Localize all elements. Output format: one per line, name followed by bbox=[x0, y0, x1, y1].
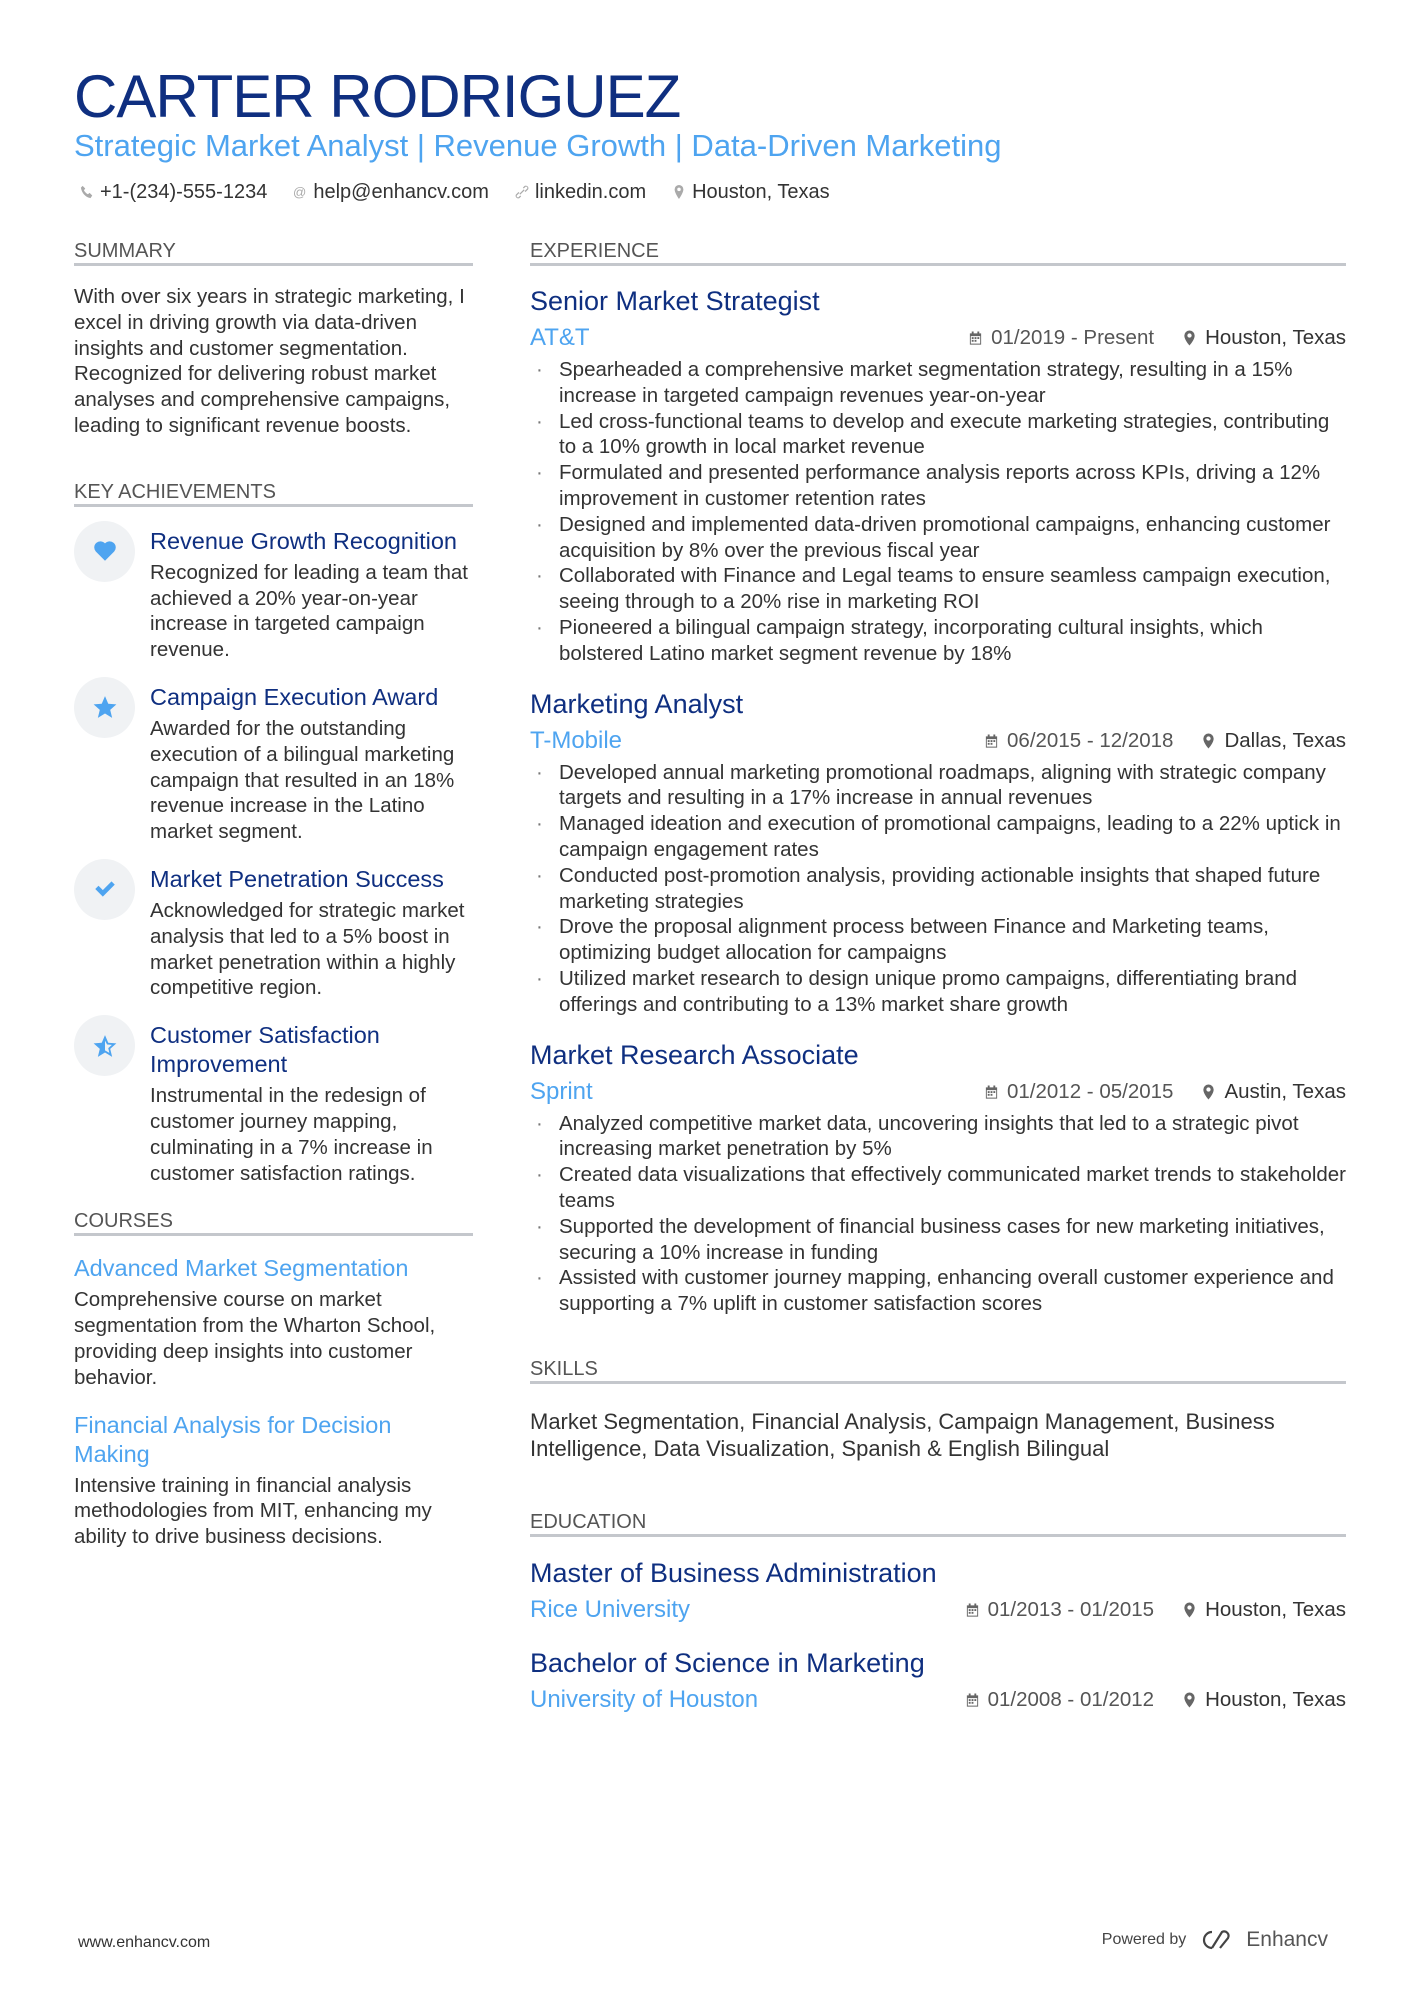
job-bullet: · Created data visualizations that effectively communicated market trends to stakeholder teams bbox=[530, 1162, 1346, 1214]
job-bullet: · Drove the proposal alignment process between Finance and Marketing teams, optimizing budget allocation for campaigns bbox=[530, 914, 1346, 966]
job-bullet: · Managed ideation and execution of promotional campaigns, leading to a 22% uptick in campaign engagement rates bbox=[530, 811, 1346, 863]
calendar-icon bbox=[965, 1602, 980, 1618]
location: Houston, Texas bbox=[692, 181, 830, 203]
job-title: Senior Market Strategist bbox=[530, 286, 820, 316]
course-title: Advanced Market Segmentation bbox=[74, 1255, 409, 1282]
achievement-title: Revenue Growth Recognition bbox=[150, 527, 457, 554]
job-bullet: · Formulated and presented performance analysis reports across KPIs, driving a 12% improvement in customer retention rates bbox=[530, 460, 1346, 512]
courses-heading: COURSES bbox=[74, 1209, 473, 1236]
job-location: Austin, Texas bbox=[1224, 1079, 1346, 1103]
company-name: AT&T bbox=[530, 324, 590, 351]
edu-dates: 01/2013 - 01/2015 bbox=[987, 1597, 1155, 1621]
edu-location: Houston, Texas bbox=[1205, 1687, 1346, 1711]
location-icon bbox=[1182, 1692, 1197, 1708]
course-item bbox=[74, 1411, 473, 1550]
courses-list bbox=[74, 1254, 473, 1550]
brand-name: Enhancv bbox=[1246, 1928, 1328, 1951]
job-title: Marketing Analyst bbox=[530, 688, 744, 719]
contact-bar bbox=[80, 180, 830, 204]
education-entry bbox=[530, 1645, 1346, 1717]
achievement-icon-badge bbox=[74, 677, 135, 738]
job-bullet: · Supported the development of financial business cases for new marketing initiatives, securing a 10% increase in funding bbox=[530, 1214, 1346, 1266]
job-bullet: · Developed annual marketing promotional roadmaps, aligning with strategic company targets and resulting in a 17% increase in annual revenues bbox=[530, 760, 1346, 812]
summary-text: With over six years in strategic marketing, I excel in driving growth via data-driven insights and customer segmentation. Recognized for delivering robust market analyses and comprehensive campaigns, leading to significant revenue boosts. bbox=[74, 285, 465, 437]
job-entry bbox=[530, 1037, 1346, 1317]
location-icon bbox=[1182, 1602, 1197, 1618]
school-name: University of Houston bbox=[530, 1685, 759, 1713]
job-dates: 01/2019 - Present bbox=[991, 326, 1155, 349]
candidate-title: Strategic Market Analyst | Revenue Growth | Data-Driven Marketing bbox=[74, 128, 1002, 163]
footer-powered bbox=[1102, 1928, 1328, 1952]
candidate-name: CARTER RODRIGUEZ bbox=[74, 63, 681, 130]
course-title: Financial Analysis for Decision Making bbox=[74, 1411, 392, 1467]
achievements-heading: KEY ACHIEVEMENTS bbox=[74, 480, 473, 507]
enhancv-logo-icon bbox=[1200, 1929, 1236, 1951]
company-name: Sprint bbox=[530, 1077, 593, 1105]
achievement-item bbox=[74, 1021, 473, 1186]
course-item bbox=[74, 1254, 473, 1390]
powered-by-label: Powered by bbox=[1101, 1931, 1187, 1948]
left-column bbox=[74, 239, 473, 1550]
education-entry bbox=[530, 1555, 1346, 1627]
company-name: T-Mobile bbox=[530, 726, 623, 754]
achievement-item bbox=[74, 683, 473, 845]
achievement-icon-badge bbox=[74, 1015, 135, 1076]
half-star-icon bbox=[92, 1033, 118, 1059]
calendar-icon bbox=[984, 733, 999, 749]
job-bullet: · Utilized market research to design unique promo campaigns, differentiating brand offerings and contributing to a 13% market share growth bbox=[530, 966, 1346, 1018]
job-bullet: · Conducted post-promotion analysis, providing actionable insights that shaped future marketing strategies bbox=[530, 863, 1346, 915]
achievement-desc: Instrumental in the redesign of customer journey mapping, culminating in a 7% increase in customer satisfaction ratings. bbox=[150, 1084, 433, 1185]
link-icon bbox=[515, 185, 529, 199]
achievement-title: Market Penetration Success bbox=[150, 865, 444, 892]
school-name: Rice University bbox=[530, 1595, 691, 1623]
experience-list bbox=[530, 283, 1346, 1317]
footer-website[interactable]: www.enhancv.com bbox=[78, 1934, 211, 1951]
job-bullet: · Led cross-functional teams to develop and execute marketing strategies, contributing to a 10% growth in local market revenue bbox=[530, 409, 1346, 461]
achievement-title: Customer Satisfaction Improvement bbox=[150, 1022, 380, 1078]
education-heading: EDUCATION bbox=[530, 1510, 1346, 1537]
degree: Master of Business Administration bbox=[530, 1557, 937, 1588]
summary-heading: SUMMARY bbox=[74, 239, 473, 266]
check-icon bbox=[92, 876, 118, 902]
skills-text: Market Segmentation, Financial Analysis, Campaign Management, Business Intelligence, Data Visualization, Spanish & English Bilingual bbox=[530, 1408, 1275, 1461]
job-bullet: · Analyzed competitive market data, uncovering insights that led to a strategic pivot increasing market penetration by 5% bbox=[530, 1111, 1346, 1163]
job-bullet: · Assisted with customer journey mapping, enhancing overall customer experience and supporting a 7% uplift in customer satisfaction scores bbox=[530, 1265, 1346, 1317]
svg-text:@: @ bbox=[293, 185, 307, 199]
star-icon bbox=[92, 694, 118, 720]
edu-dates: 01/2008 - 01/2012 bbox=[987, 1687, 1155, 1711]
job-entry bbox=[530, 686, 1346, 1018]
location-icon bbox=[1201, 1084, 1216, 1100]
job-bullet: · Collaborated with Finance and Legal teams to ensure seamless campaign execution, seeing through to a 20% rise in marketing ROI bbox=[530, 563, 1346, 615]
enhancv-logo[interactable] bbox=[1200, 1928, 1328, 1952]
achievement-icon-badge bbox=[74, 859, 135, 920]
job-entry bbox=[530, 283, 1346, 667]
calendar-icon bbox=[968, 330, 983, 346]
achievement-icon-badge bbox=[74, 521, 135, 582]
calendar-icon bbox=[965, 1692, 980, 1708]
job-bullet: · Pioneered a bilingual campaign strategy, incorporating cultural insights, which bolstered Latino market segment revenue by 18% bbox=[530, 615, 1346, 667]
location-icon bbox=[1201, 733, 1216, 749]
achievement-desc: Awarded for the outstanding execution of a bilingual marketing campaign that resulted in an 18% revenue increase in the Latino market segment. bbox=[150, 716, 455, 844]
course-desc: Intensive training in financial analysis methodologies from MIT, enhancing my ability to drive business decisions. bbox=[74, 1473, 432, 1549]
job-location: Dallas, Texas bbox=[1224, 728, 1346, 752]
right-column bbox=[530, 239, 1346, 1717]
job-title: Market Research Associate bbox=[530, 1039, 859, 1070]
location-icon bbox=[1182, 330, 1197, 346]
course-desc: Comprehensive course on market segmentation from the Wharton School, providing deep insights into customer behavior. bbox=[74, 1288, 436, 1389]
job-bullet: · Designed and implemented data-driven promotional campaigns, enhancing customer acquisition by 8% over the previous fiscal year bbox=[530, 512, 1346, 564]
achievement-desc: Recognized for leading a team that achieved a 20% year-on-year increase in targeted campaign revenue. bbox=[150, 560, 468, 662]
location-icon bbox=[672, 185, 686, 199]
phone-icon bbox=[80, 185, 94, 199]
skills-heading: SKILLS bbox=[530, 1357, 1346, 1384]
heart-icon bbox=[92, 538, 118, 564]
job-dates: 01/2012 - 05/2015 bbox=[1007, 1079, 1174, 1103]
calendar-icon bbox=[984, 1084, 999, 1100]
achievement-title: Campaign Execution Award bbox=[150, 683, 439, 710]
education-list bbox=[530, 1555, 1346, 1717]
job-dates: 06/2015 - 12/2018 bbox=[1007, 728, 1174, 752]
degree: Bachelor of Science in Marketing bbox=[530, 1647, 925, 1678]
job-location: Houston, Texas bbox=[1205, 326, 1346, 349]
phone[interactable]: +1-(234)-555-1234 bbox=[100, 181, 268, 203]
email[interactable]: help@enhancv.com bbox=[313, 181, 489, 203]
job-bullet: · Spearheaded a comprehensive market segmentation strategy, resulting in a 15% increase in targeted campaign revenues year-on-year bbox=[530, 357, 1346, 409]
edu-location: Houston, Texas bbox=[1205, 1597, 1346, 1621]
experience-heading: EXPERIENCE bbox=[530, 239, 1346, 266]
achievement-desc: Acknowledged for strategic market analysis that led to a 5% boost in market penetration within a highly competitive region. bbox=[150, 898, 465, 1000]
achievement-item bbox=[74, 865, 473, 1001]
linkedin[interactable]: linkedin.com bbox=[534, 181, 647, 203]
at-icon bbox=[293, 185, 307, 199]
achievement-item bbox=[74, 527, 473, 663]
achievements-list bbox=[74, 527, 473, 1187]
